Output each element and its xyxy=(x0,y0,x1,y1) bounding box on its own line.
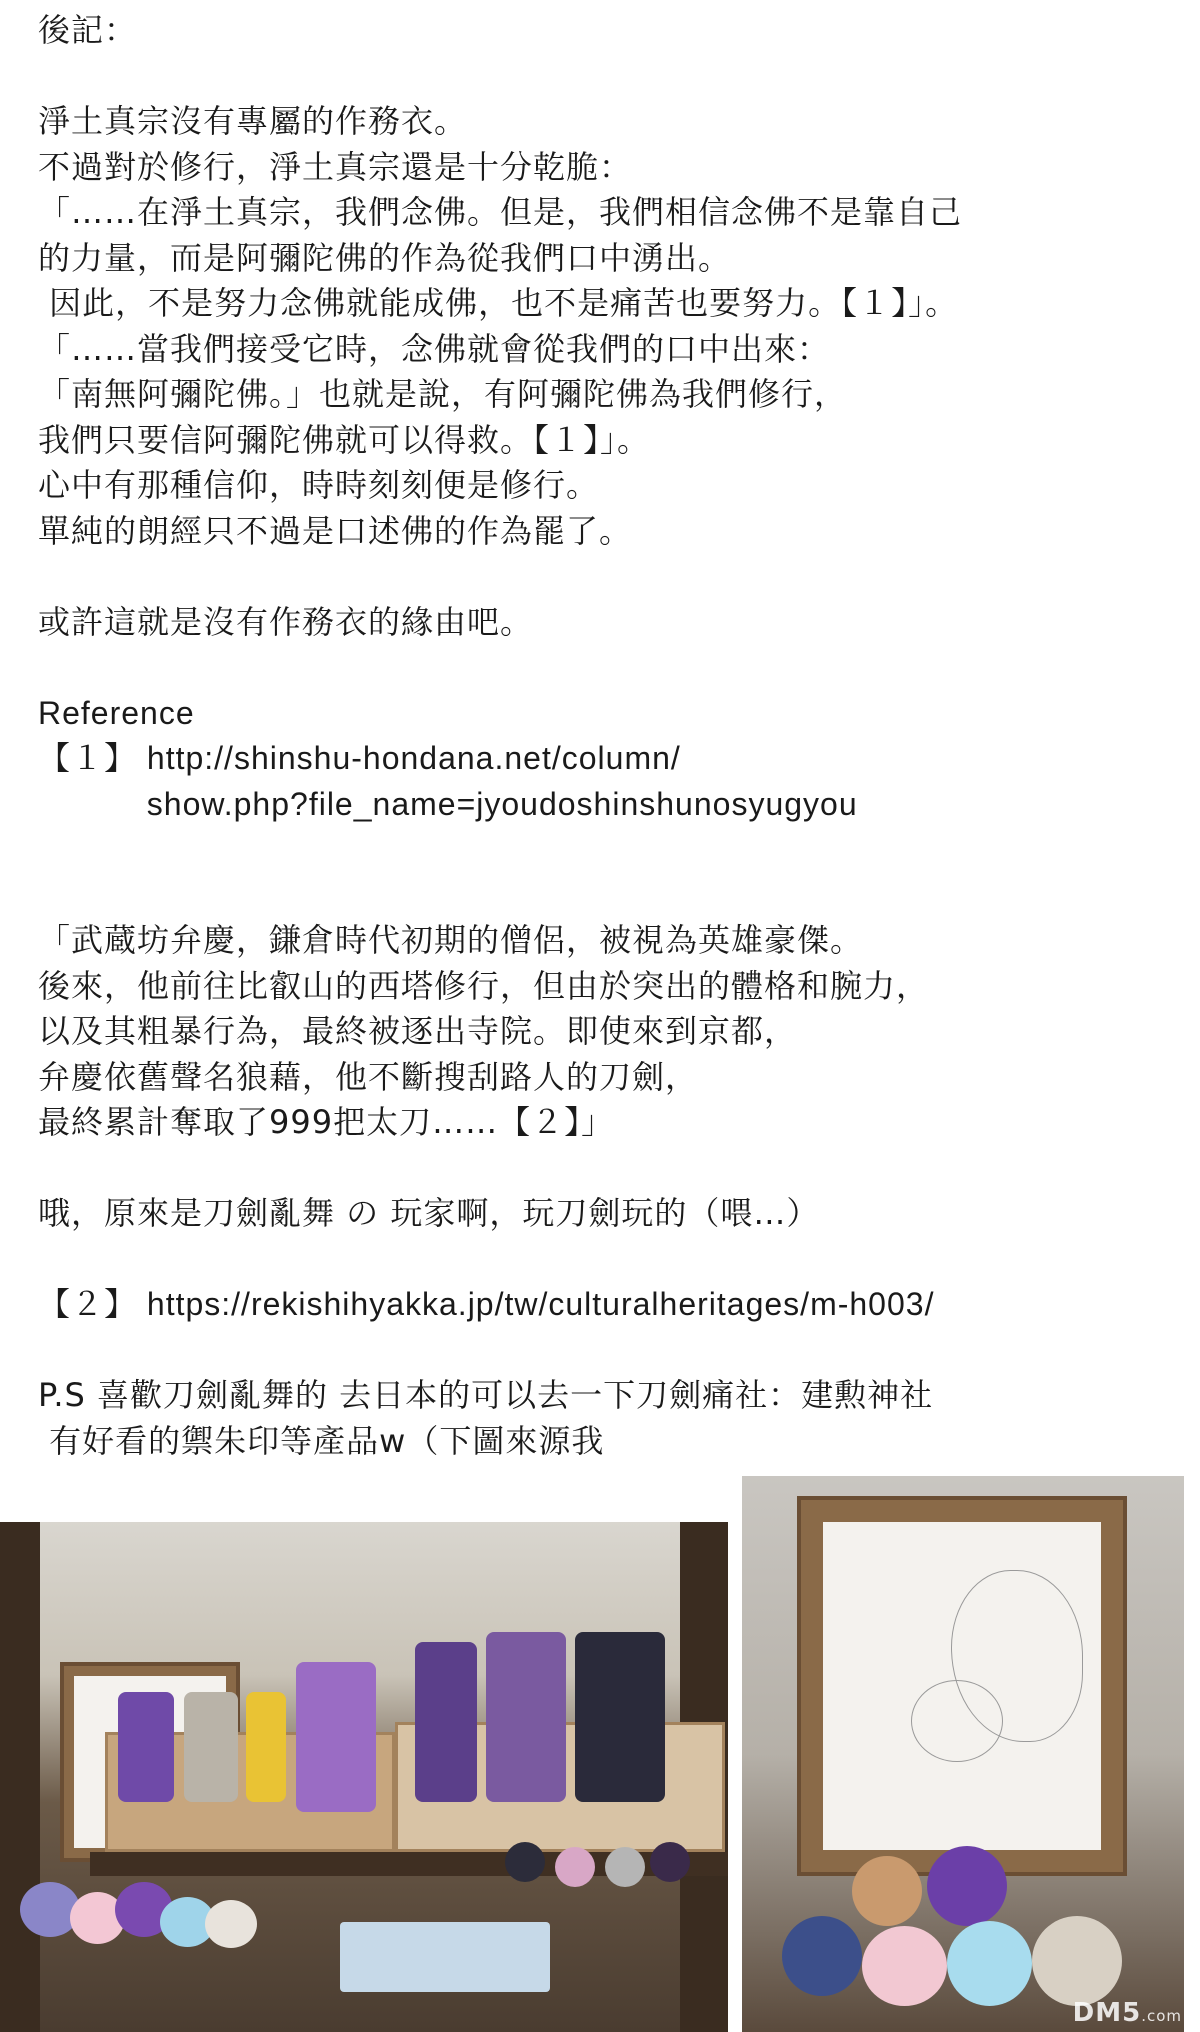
plush-toy xyxy=(947,1921,1032,2006)
blank-line xyxy=(38,54,1178,100)
omamori-charm xyxy=(415,1642,477,1802)
text-line: 後來，他前往比叡山的西塔修行，但由於突出的體格和腕力， xyxy=(38,966,930,1005)
framed-sketch-photo xyxy=(742,1476,1184,2032)
omamori-charm xyxy=(246,1692,286,1802)
text-line: 淨土真宗沒有專屬的作務衣。 xyxy=(38,102,468,140)
reference-link-1[interactable]: 【１】 http://shinshu-hondana.net/column/ xyxy=(38,740,681,776)
text-line: 「……在淨土真宗，我們念佛。但是，我們相信念佛不是靠自己 xyxy=(38,193,963,231)
picture-frame xyxy=(797,1496,1127,1876)
plush-toy xyxy=(782,1916,862,1996)
blank-line xyxy=(38,827,1178,873)
text-line: 「武蔵坊弁慶，鎌倉時代初期的僧侶，被視為英雄豪傑。 xyxy=(38,921,864,959)
plush-toy xyxy=(605,1847,645,1887)
blank-line xyxy=(38,1146,1178,1192)
text-line: 哦，原來是刀劍亂舞 の 玩家啊，玩刀劍玩的（喂…） xyxy=(38,1194,820,1232)
text-line: 我們只要信阿彌陀佛就可以得救。【１】」。 xyxy=(38,420,651,459)
omamori-charm xyxy=(575,1632,665,1802)
blank-line xyxy=(38,873,1178,919)
character-sketch xyxy=(911,1680,1003,1762)
wall-post xyxy=(0,1522,40,2032)
heading-postscript: 後記： xyxy=(38,11,138,49)
plush-toy xyxy=(650,1842,690,1882)
plush-toy xyxy=(205,1900,257,1948)
text-line: 不過對於修行，淨土真宗還是十分乾脆： xyxy=(38,147,633,186)
text-line: 心中有那種信仰，時時刻刻便是修行。 xyxy=(38,466,600,504)
text-line: 以及其粗暴行為，最終被逐出寺院。即使來到京都， xyxy=(38,1012,798,1050)
text-line: 的力量，而是阿彌陀佛的作為從我們口中湧出。 xyxy=(38,238,732,277)
plush-toy xyxy=(555,1847,595,1887)
blank-line xyxy=(38,1237,1178,1283)
reference-link-1-cont[interactable]: show.php?file_name=jyoudoshinshunosyugyou xyxy=(38,785,858,822)
omamori-charm xyxy=(184,1692,238,1802)
shrine-goods-photo xyxy=(0,1522,728,2032)
site-watermark xyxy=(1073,1998,1182,2028)
watermark-brand: DM5 xyxy=(1072,1998,1142,2028)
blank-line xyxy=(38,645,1178,691)
text-line: P.S 喜歡刀劍亂舞的 去日本的可以去一下刀劍痛社：建勲神社 xyxy=(38,1376,934,1414)
reference-heading: Reference xyxy=(38,694,195,731)
text-line: 「南無阿彌陀佛。」也就是說，有阿彌陀佛為我們修行， xyxy=(38,375,848,413)
blank-line xyxy=(38,554,1178,600)
text-line: 因此，不是努力念佛就能成佛，也不是痛苦也要努力。【１】」。 xyxy=(38,284,959,322)
plush-toy xyxy=(862,1926,947,2006)
blank-line xyxy=(38,1328,1178,1374)
omamori-charm xyxy=(296,1662,376,1812)
omamori-charm xyxy=(118,1692,174,1802)
plush-toy xyxy=(505,1842,545,1882)
acrylic-stand-display xyxy=(340,1922,550,1992)
text-line: 或許這就是沒有作務衣的緣由吧。 xyxy=(38,602,534,641)
plush-toy xyxy=(927,1846,1007,1926)
watermark-suffix: .com xyxy=(1141,2007,1182,2025)
postscript-text xyxy=(38,8,1178,1464)
text-line: 單純的朗經只不過是口述佛的作為罷了。 xyxy=(38,511,633,550)
plush-toy xyxy=(1032,1916,1122,2006)
text-line: 「……當我們接受它時，念佛就會從我們的口中出來： xyxy=(38,329,831,368)
text-line: 弁慶依舊聲名狼藉，他不斷搜刮路人的刀劍， xyxy=(38,1057,699,1096)
omamori-charm xyxy=(486,1632,566,1802)
text-line: 最終累計奪取了999把太刀……【２】」 xyxy=(38,1103,615,1141)
text-line: 有好看的禦朱印等產品w（下圖來源我 xyxy=(38,1421,605,1460)
reference-link-2[interactable]: 【２】 https://rekishihyakka.jp/tw/culturalheritages/m-h003/ xyxy=(38,1286,935,1322)
plush-toy xyxy=(852,1856,922,1926)
